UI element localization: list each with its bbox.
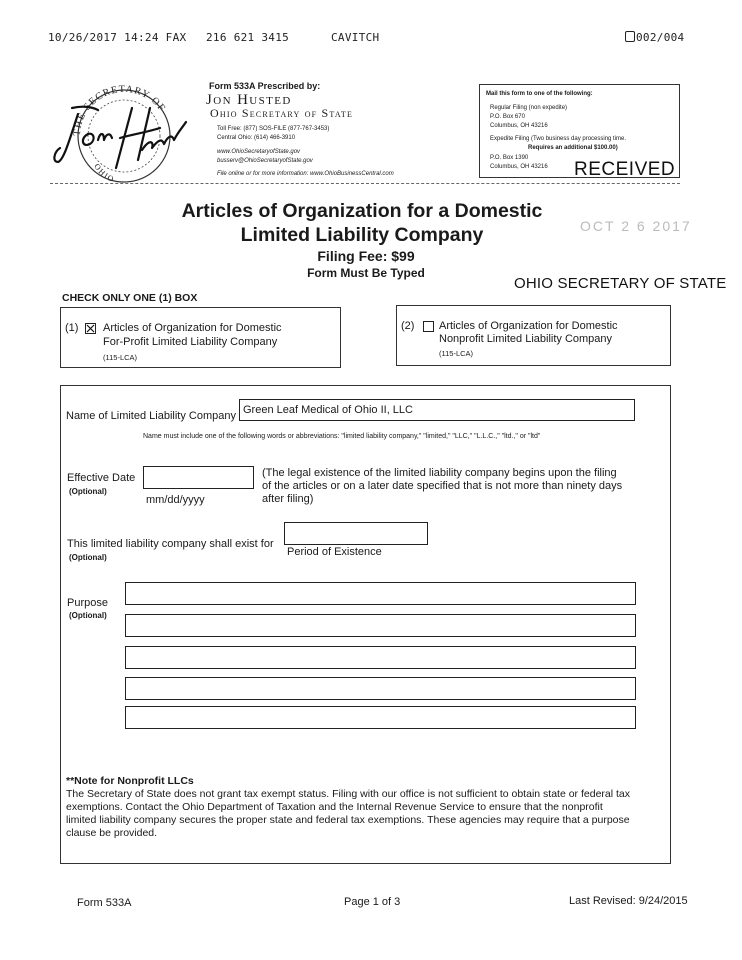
fax-page-icon (625, 31, 635, 42)
secretary-name: Jon Husted (206, 92, 292, 108)
fax-page (625, 31, 684, 44)
seal-ring-top-text: THE SECRETARY OF (71, 83, 168, 137)
filing-fee: Filing Fee: $99 (317, 248, 415, 264)
note-line-3: limited liability company secures the proper state and federal tax exemptions. These agencies may require that a purpose (66, 814, 630, 826)
check-one-instruction: CHECK ONLY ONE (1) BOX (62, 292, 198, 304)
llc-name-input[interactable] (239, 399, 635, 421)
fax-page-number: 002/004 (636, 31, 685, 44)
email-link[interactable]: busserv@OhioSecretaryofState.gov (217, 158, 313, 164)
nonprofit-checkbox[interactable] (423, 321, 434, 332)
prescribed-by: Form 533A Prescribed by: (209, 81, 321, 91)
date-stamp: OCT 2 6 2017 (580, 218, 692, 234)
option-1-line-1: Articles of Organization for Domestic (103, 322, 282, 334)
footer-last-revised: Last Revised: 9/24/2015 (569, 895, 688, 907)
effective-date-label: Effective Date (67, 472, 136, 484)
option-2-line-1: Articles of Organization for Domestic (439, 320, 618, 332)
note-line-4: clause be provided. (66, 827, 158, 839)
option-1-code: (115-LCA) (103, 353, 138, 362)
effective-date-note (262, 467, 622, 506)
fax-datetime: 10/26/2017 14:24 FAX (48, 31, 187, 44)
fax-number: 216 621 3415 (206, 31, 290, 44)
mail-title: Mail this form to one of the following: (486, 91, 593, 97)
note-line-2: exemptions. Contact the Ohio Department of Taxation and the Internal Revenue Service to ensure that the nonprofit (66, 801, 603, 813)
regular-box: P.O. Box 670 (490, 114, 525, 120)
fax-sender: CAVITCH (331, 31, 380, 44)
llc-name-note: Name must include one of the following words or abbreviations: "limited liability company," "limited," "LLC," "L.L.C.," "ltd.," or "ltd" (143, 433, 541, 440)
expedite-city: Columbus, OH 43216 (490, 164, 548, 170)
received-stamp: RECEIVED (574, 159, 676, 180)
for-profit-checkbox[interactable] (85, 323, 96, 334)
header-divider (50, 183, 680, 184)
central-ohio: Central Ohio: (614) 466-3910 (217, 135, 296, 141)
file-online-link[interactable]: File online or for more information: www.OhioBusinessCentral.com (217, 171, 394, 177)
checkbox-x-icon (86, 324, 95, 333)
option-2-number: (2) (401, 320, 415, 332)
toll-free: Toll Free: (877) SOS-FILE (877-767-3453) (217, 126, 330, 132)
regular-city: Columbus, OH 43216 (490, 123, 548, 129)
expedite-label: Expedite Filing (Two business day processing time. (490, 136, 627, 142)
seal-signature (50, 78, 190, 188)
period-of-existence-label: Period of Existence (287, 546, 382, 558)
period-of-existence-input[interactable] (284, 522, 428, 545)
svg-text:OHIO (92, 162, 116, 184)
expedite-fee: Requires an additional $100.00) (528, 145, 618, 151)
llc-name-label: Name of Limited Liability Company (66, 410, 236, 422)
website-link[interactable]: www.OhioSecretaryofState.gov (217, 149, 301, 155)
nonprofit-note-body (66, 788, 630, 840)
title-line-2: Limited Liability Company (240, 224, 484, 246)
page-title (140, 199, 584, 247)
nonprofit-note-title: **Note for Nonprofit LLCs (66, 775, 194, 787)
regular-label: Regular Filing (non expedite) (490, 105, 568, 111)
option-1-number: (1) (65, 322, 79, 334)
seal-ring-bottom-text: OHIO (92, 162, 117, 185)
purpose-optional: (Optional) (69, 611, 107, 620)
purpose-line-1[interactable] (125, 582, 636, 605)
footer-form-number: Form 533A (77, 897, 132, 909)
purpose-label: Purpose (67, 597, 108, 609)
exist-optional: (Optional) (69, 553, 107, 562)
title-line-1: Articles of Organization for a Domestic (181, 200, 543, 222)
purpose-line-2[interactable] (125, 614, 636, 637)
expedite-box: P.O. Box 1390 (490, 155, 529, 161)
effective-note-line-2: of the articles or on a later date specified that is not more than ninety days (262, 480, 623, 492)
effective-date-input[interactable] (143, 466, 254, 489)
purpose-line-3[interactable] (125, 646, 636, 669)
option-nonprofit[interactable] (396, 305, 671, 366)
svg-text:THE SECRETARY OF (72, 84, 168, 136)
footer-page-number: Page 1 of 3 (344, 896, 401, 908)
llc-name-value: Green Leaf Medical of Ohio II, LLC (243, 404, 413, 416)
option-2-code: (115-LCA) (439, 349, 474, 358)
option-for-profit[interactable] (60, 307, 341, 368)
effective-date-optional: (Optional) (69, 487, 107, 496)
purpose-line-4[interactable] (125, 677, 636, 700)
purpose-line-5[interactable] (125, 706, 636, 729)
option-1-line-2: For-Profit Limited Liability Company (103, 336, 278, 348)
ohio-sos-stamp: OHIO SECRETARY OF STATE (514, 275, 727, 292)
secretary-office: Ohio Secretary of State (210, 106, 354, 120)
effective-note-line-1: (The legal existence of the limited liability company begins upon the filing (262, 467, 617, 479)
effective-note-line-3: after filing) (262, 493, 314, 505)
date-format-hint: mm/dd/yyyy (146, 494, 205, 506)
option-2-line-2: Nonprofit Limited Liability Company (439, 333, 613, 345)
form-must-be-typed: Form Must Be Typed (307, 266, 425, 280)
note-line-1: The Secretary of State does not grant tax exempt status. Filing with our office is not sufficient to obtain state or federal tax (66, 788, 630, 800)
exist-label: This limited liability company shall exist for (67, 538, 274, 550)
